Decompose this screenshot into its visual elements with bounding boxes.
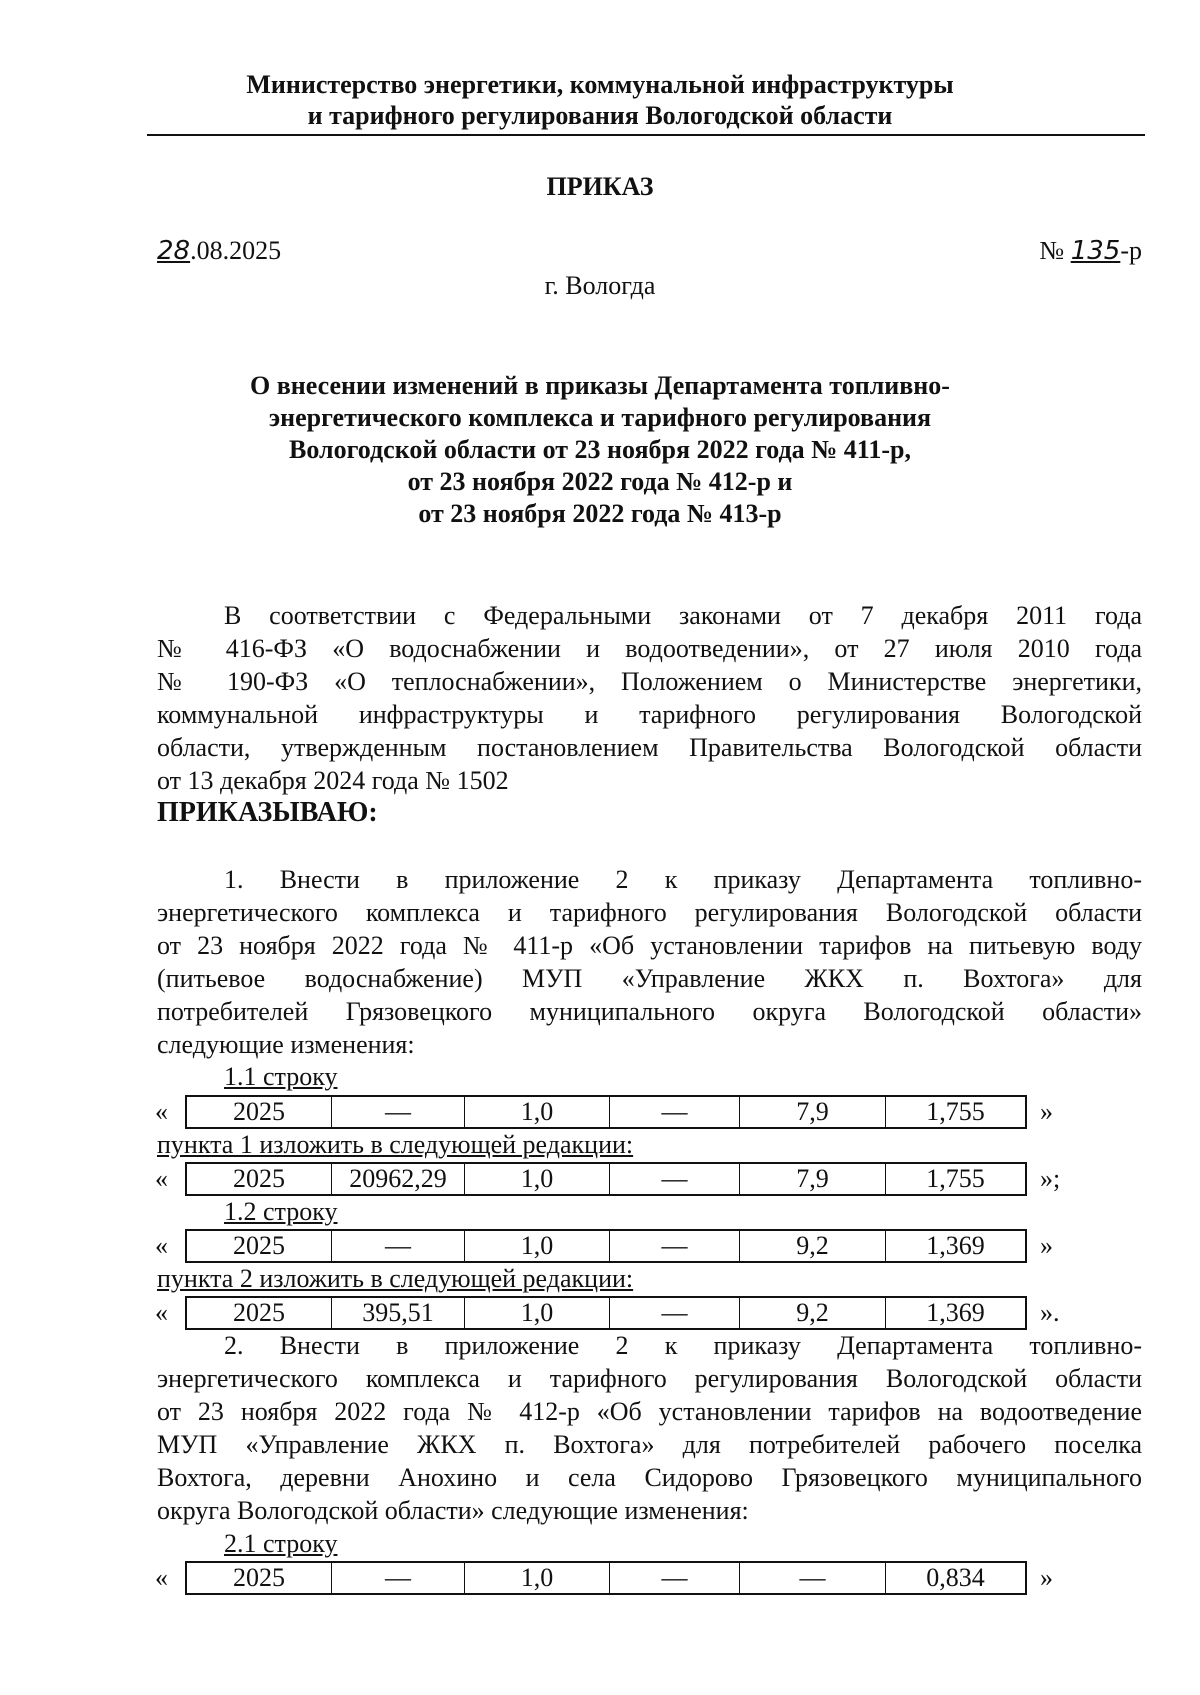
preamble-line: В соответствии с Федеральными законами от 7 декабря 2011 года: [224, 601, 1142, 630]
cell: 0,834: [926, 1563, 985, 1592]
table-row: [185, 1162, 1027, 1196]
cell: 9,2: [740, 1231, 886, 1261]
number-suffix: -р: [1120, 236, 1142, 265]
table-row: [185, 1229, 1027, 1263]
table-row: [185, 1296, 1027, 1330]
quote-close: ».: [1040, 1298, 1060, 1327]
preamble-line: № 416-ФЗ «О водоснабжении и водоотведении», от 27 июля 2010 года: [157, 634, 1142, 663]
quote-open: «: [155, 1231, 168, 1260]
item2-line: Вохтога, деревни Анохино и села Сидорово Грязовецкого муниципального: [157, 1463, 1142, 1492]
cell: 1,755: [926, 1097, 985, 1126]
item1-line: от 23 ноября 2022 года № 411-р «Об установлении тарифов на питьевую воду: [157, 931, 1142, 960]
cell: 1,755: [926, 1164, 985, 1193]
cell: 1,369: [926, 1298, 985, 1327]
cell: 2025: [187, 1097, 332, 1127]
date-rest: .08.2025: [190, 236, 282, 265]
cell: 1,0: [465, 1097, 610, 1127]
cell: 2025: [187, 1231, 332, 1261]
cell: 2025: [187, 1164, 332, 1194]
quote-close: »: [1040, 1097, 1053, 1126]
subitem-1-2: 1.2 строку: [224, 1197, 338, 1226]
title-line: Вологодской области от 23 ноября 2022 года № 411-р,: [289, 435, 911, 464]
quote-open: «: [155, 1563, 168, 1592]
table-row: [185, 1095, 1027, 1129]
point2-text: пункта 2 изложить в следующей редакции:: [157, 1264, 634, 1293]
cell: —: [610, 1563, 740, 1593]
item2-line: МУП «Управление ЖКХ п. Вохтога» для потребителей рабочего поселка: [157, 1430, 1142, 1459]
cell: —: [332, 1231, 465, 1261]
title-line: от 23 ноября 2022 года № 412-р и: [407, 467, 793, 496]
cell: 7,9: [740, 1097, 886, 1127]
cell: 9,2: [740, 1298, 886, 1328]
table-row: [185, 1561, 1027, 1595]
item2-line: 2. Внести в приложение 2 к приказу Департамента топливно-: [224, 1331, 1142, 1360]
item1-line: потребителей Грязовецкого муниципального округа Вологодской области»: [157, 997, 1142, 1026]
cell: —: [332, 1097, 465, 1127]
order-number: [1039, 236, 1142, 266]
item1-line: 1. Внести в приложение 2 к приказу Департамента топливно-: [224, 865, 1142, 894]
quote-close: »: [1040, 1231, 1053, 1260]
item2-line: округа Вологодской области» следующие изменения:: [157, 1496, 749, 1525]
cell: 20962,29: [332, 1164, 465, 1194]
doc-type: ПРИКАЗ: [546, 172, 654, 201]
quote-open: «: [155, 1164, 168, 1193]
point1-text: пункта 1 изложить в следующей редакции:: [157, 1130, 634, 1159]
ministry-name-line1: Министерство энергетики, коммунальной инфраструктуры: [246, 70, 954, 99]
city: г. Вологда: [544, 271, 656, 300]
item2-line: энергетического комплекса и тарифного регулирования Вологодской области: [157, 1364, 1142, 1393]
header-rule: [147, 134, 1145, 136]
item1-line: (питьевое водоснабжение) МУП «Управление ЖКХ п. Вохтога» для: [157, 964, 1142, 993]
handwritten-number: 135: [1070, 236, 1121, 266]
preamble-line: области, утвержденным постановлением Правительства Вологодской области: [157, 733, 1142, 762]
preamble-line: № 190-ФЗ «О теплоснабжении», Положением о Министерстве энергетики,: [157, 667, 1142, 696]
number-prefix: №: [1039, 236, 1065, 265]
quote-open: «: [155, 1298, 168, 1327]
cell: —: [610, 1298, 740, 1328]
subitem-1-1: 1.1 строку: [224, 1062, 338, 1091]
title-line: энергетического комплекса и тарифного регулирования: [268, 403, 932, 432]
quote-close: »;: [1040, 1164, 1061, 1193]
title-line: О внесении изменений в приказы Департамента топливно-: [250, 371, 950, 400]
cell: 1,0: [465, 1563, 610, 1593]
quote-close: »: [1040, 1563, 1053, 1592]
cell: —: [740, 1563, 886, 1593]
preamble-line: от 13 декабря 2024 года № 1502: [157, 766, 509, 795]
title-line: от 23 ноября 2022 года № 413-р: [418, 499, 782, 528]
order-word: ПРИКАЗЫВАЮ:: [157, 797, 378, 828]
ministry-name-line2: и тарифного регулирования Вологодской области: [307, 101, 893, 130]
quote-open: «: [155, 1097, 168, 1126]
cell: —: [610, 1097, 740, 1127]
cell: 1,0: [465, 1164, 610, 1194]
cell: 395,51: [332, 1298, 465, 1328]
item1-line: энергетического комплекса и тарифного регулирования Вологодской области: [157, 898, 1142, 927]
order-date: [157, 236, 281, 266]
cell: —: [610, 1164, 740, 1194]
cell: 1,369: [926, 1231, 985, 1260]
cell: 7,9: [740, 1164, 886, 1194]
cell: 1,0: [465, 1231, 610, 1261]
item1-line: следующие изменения:: [157, 1030, 415, 1059]
cell: 2025: [187, 1298, 332, 1328]
cell: —: [332, 1563, 465, 1593]
cell: 2025: [187, 1563, 332, 1593]
handwritten-day: 28: [157, 236, 191, 266]
item2-line: от 23 ноября 2022 года № 412-р «Об установлении тарифов на водоотведение: [157, 1397, 1142, 1426]
cell: 1,0: [465, 1298, 610, 1328]
subitem-2-1: 2.1 строку: [224, 1529, 338, 1558]
preamble-line: коммунальной инфраструктуры и тарифного регулирования Вологодской: [157, 700, 1142, 729]
cell: —: [610, 1231, 740, 1261]
